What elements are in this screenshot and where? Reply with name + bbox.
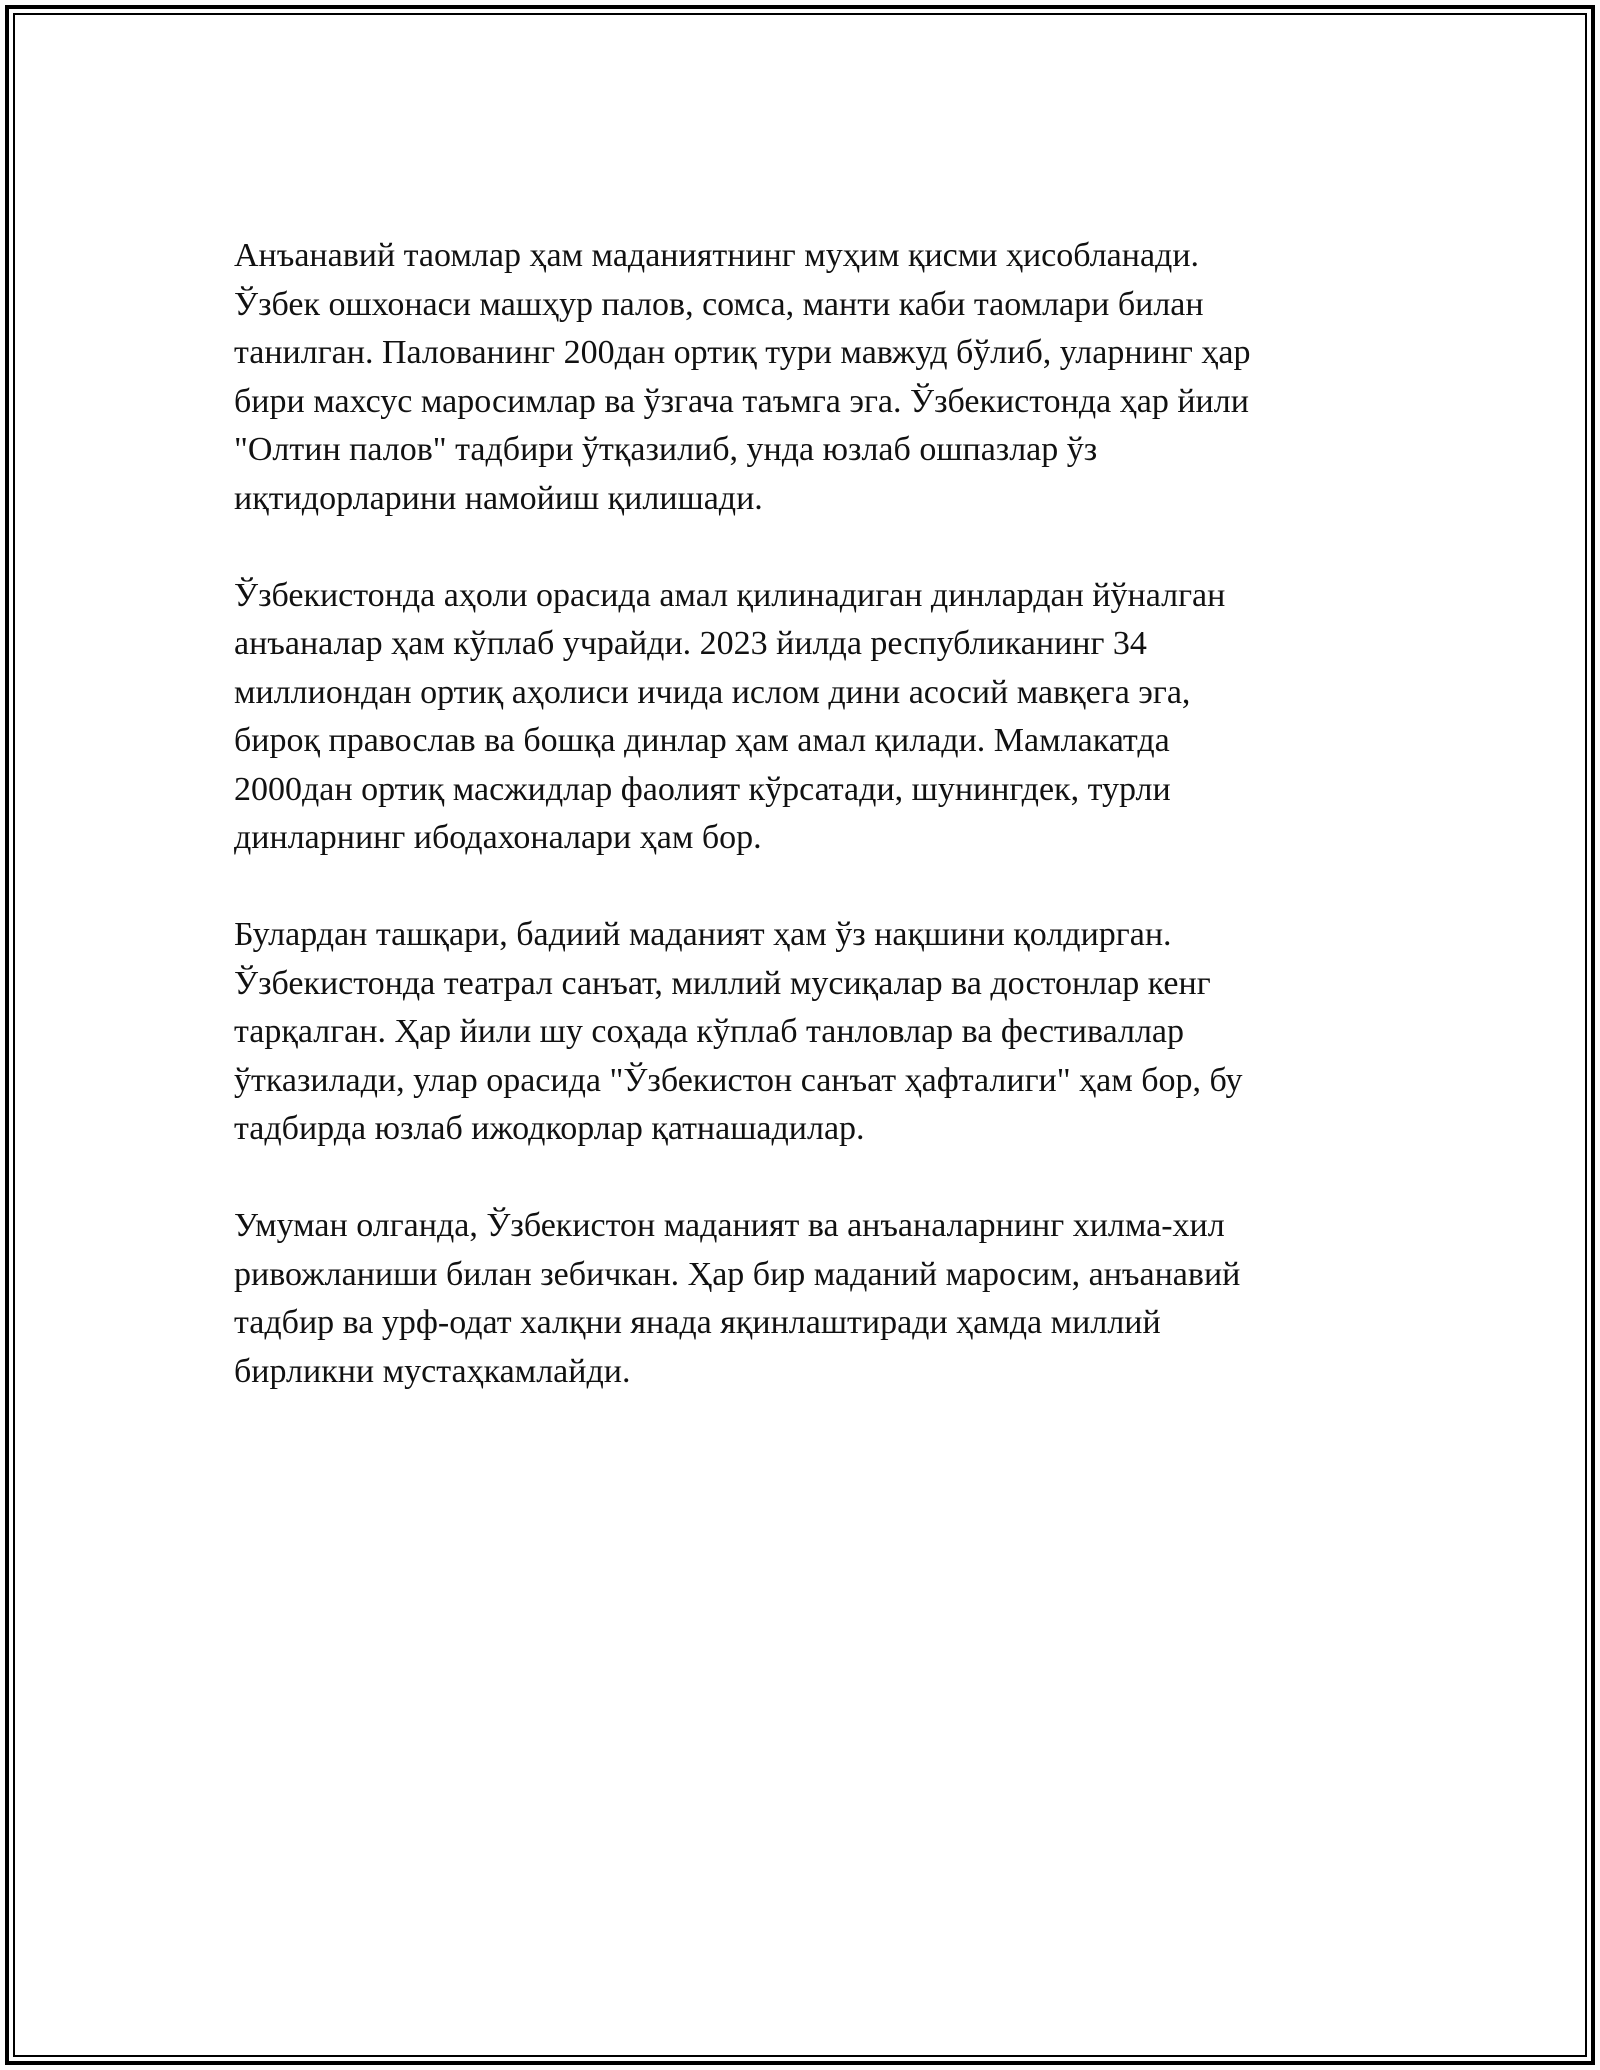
- document-body: [234, 232, 1364, 1445]
- paragraph-conclusion: Умуман олганда, Ўзбекистон маданият ва анъаналарнинг хилма-хил ривожланиши билан зебичкан. Ҳар бир маданий маросим, анъанавий тадбир ва урф-одат халқни янада яқинлаштиради ҳамда миллий бирликни мустаҳкамлайди.: [234, 1207, 1241, 1390]
- paragraph-traditional-food: Анъанавий таомлар ҳам маданиятнинг муҳим қисми ҳисобланади. Ўзбек ошхонаси машҳур палов, сомса, манти каби таомлари билан танилган. Палованинг 200дан ортиқ тури мавжуд бўлиб, уларнинг ҳар бири махсус маросимлар ва ўзгача таъмга эга. Ўзбекистонда ҳар йили "Олтин палов" тадбири ўтқазилиб, унда юзлаб ошпазлар ўз иқтидорларини намойиш қилишади.: [234, 237, 1251, 517]
- paragraph-religion: Ўзбекистонда аҳоли орасида амал қилинадиган динлардан йўналган анъаналар ҳам кўплаб учрайди. 2023 йилда республиканинг 34 миллиондан ортиқ аҳолиси ичида ислом дини асосий мавқега эга, бироқ православ ва бошқа динлар ҳам амал қилади. Мамлакатда 2000дан ортиқ масжидлар фаолият кўрсатади, шунингдек, турли динларнинг ибодахоналари ҳам бор.: [234, 576, 1226, 856]
- paragraph-arts: Булардан ташқари, бадиий маданият ҳам ўз нақшини қолдирган. Ўзбекистонда театрал санъат, миллий мусиқалар ва достонлар кенг тарқалган. Ҳар йили шу соҳада кўплаб танловлар ва фестиваллар ўтказилади, улар орасида "Ўзбекистон санъат ҳафталиги" ҳам бор, бу тадбирда юзлаб ижодкорлар қатнашадилар.: [234, 916, 1243, 1147]
